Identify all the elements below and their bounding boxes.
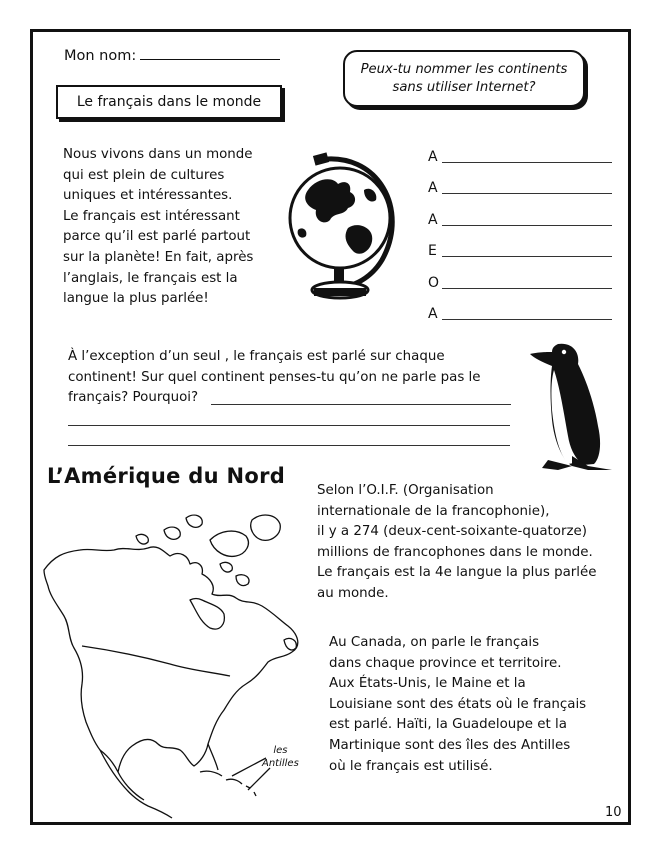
question-line: français? Pourquoi?	[68, 390, 199, 406]
question-line: continent! Sur quel continent penses-tu qu’on ne parle pas le	[68, 369, 481, 385]
canada-line: Louisiane sont des états où le français	[329, 696, 587, 712]
question-line: À l’exception d’un seul , le français est parlé sur chaque	[68, 349, 445, 364]
continent-answer-row[interactable]	[428, 291, 612, 323]
answer-line[interactable]	[442, 193, 612, 194]
antilles-label-line: les	[273, 745, 288, 756]
antilles-label-line: Antilles	[262, 758, 299, 769]
answer-letter: E	[428, 243, 437, 259]
bubble-line: sans utiliser Internet?	[392, 79, 536, 95]
antilles-label	[262, 744, 299, 770]
answer-line[interactable]	[211, 404, 511, 405]
bubble-line: Peux-tu nommer les continents	[360, 61, 568, 77]
canada-paragraph	[329, 633, 619, 777]
canada-line: où le français est utilisé.	[329, 758, 493, 774]
answer-line[interactable]	[442, 288, 612, 289]
penguin-illustration	[528, 340, 612, 472]
name-field[interactable]	[64, 45, 280, 64]
continent-question	[68, 347, 518, 409]
oif-line: au monde.	[317, 585, 389, 601]
question-bubble	[343, 50, 585, 107]
intro-line: parce qu’il est parlé partout	[63, 229, 251, 245]
intro-line: l’anglais, le français est la	[63, 270, 238, 286]
answer-line[interactable]	[442, 225, 612, 226]
continent-answers	[428, 133, 612, 322]
answer-line[interactable]	[442, 319, 612, 320]
worksheet-title-text: Le français dans le monde	[76, 94, 262, 110]
oif-line: millions de francophones dans le monde.	[317, 544, 593, 560]
intro-line: sur la planète! En fait, après	[63, 249, 254, 265]
canada-line: dans chaque province et territoire.	[329, 655, 562, 671]
intro-line: uniques et intéressantes.	[63, 188, 233, 204]
answer-line[interactable]	[68, 445, 510, 446]
canada-line: Martinique sont des îles des Antilles	[329, 737, 571, 753]
section-title: L’Amérique du Nord	[47, 464, 286, 488]
answer-line[interactable]	[442, 256, 612, 257]
oif-line: Le français est la 4e langue la plus parlée	[317, 565, 597, 581]
globe-illustration	[278, 150, 408, 305]
answer-letter: A	[428, 148, 438, 165]
continent-answer-row[interactable]	[428, 133, 612, 165]
answer-line[interactable]	[442, 162, 612, 163]
intro-line: qui est plein de cultures	[63, 167, 225, 183]
continent-answer-row[interactable]	[428, 259, 612, 291]
intro-line: langue la plus parlée!	[63, 291, 209, 307]
answer-letter: A	[428, 180, 438, 196]
name-blank-line[interactable]	[140, 45, 280, 60]
intro-paragraph	[63, 145, 278, 310]
answer-letter: A	[428, 211, 438, 228]
oif-line: internationale de la francophonie),	[317, 503, 550, 519]
name-label: Mon nom:	[64, 48, 137, 64]
intro-line: Le français est intéressant	[63, 208, 240, 224]
canada-line: Au Canada, on parle le français	[329, 635, 540, 650]
canada-line: Aux États-Unis, le Maine et la	[329, 676, 526, 692]
continent-answer-row[interactable]	[428, 165, 612, 197]
worksheet-title	[56, 85, 282, 119]
page-number: 10	[605, 805, 622, 820]
oif-line: il y a 274 (deux-cent-soixante-quatorze)	[317, 524, 587, 540]
answer-line[interactable]	[68, 425, 510, 426]
answer-letter: A	[428, 306, 438, 322]
intro-line: Nous vivons dans un monde	[63, 147, 253, 162]
oif-line: Selon l’O.I.F. (Organisation	[317, 483, 494, 498]
canada-line: est parlé. Haïti, la Guadeloupe et la	[329, 717, 567, 733]
answer-letter: O	[428, 274, 440, 291]
oif-paragraph	[317, 481, 617, 605]
continent-answer-row[interactable]	[428, 196, 612, 228]
north-america-map	[40, 500, 305, 820]
continent-answer-row[interactable]	[428, 228, 612, 260]
